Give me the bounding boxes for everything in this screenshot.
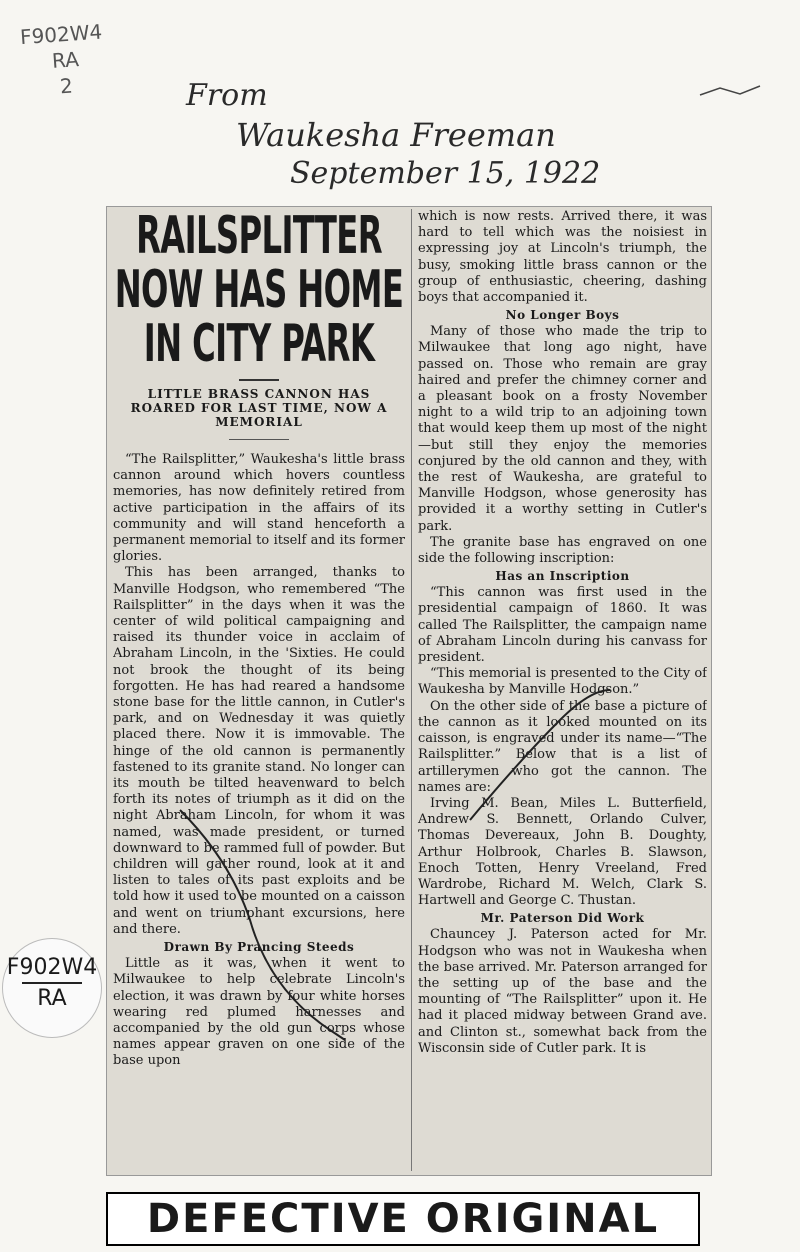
paragraph: “The Railsplitter,” Waukesha's little brass cannon around which hovers countless memories, has now definitely retired from active participation in the affairs of its community and will stand henceforth a permanent memorial to itself and its former glories. bbox=[113, 452, 405, 565]
circle-stamp-code: F902W4 bbox=[6, 955, 98, 980]
newspaper-clipping bbox=[106, 206, 712, 1176]
right-column bbox=[411, 209, 707, 1171]
paragraph: Chauncey J. Paterson acted for Mr. Hodgson who was not in Waukesha when the base arrived. Mr. Paterson arranged for the setting up of the base and the mounting of “The Railsplitter” upon it. He had it placed midway between Grand ave. and Clinton st., somewhat back from the Wisconsin side of Cutler park. It is bbox=[418, 927, 707, 1056]
circle-stamp-initials: RA bbox=[37, 986, 67, 1011]
paragraph: “This cannon was first used in the presidential campaign of 1860. It was called The Railsplitter, the campaign name of Abraham Lincoln during his canvass for president. bbox=[418, 585, 707, 666]
circle-archive-stamp bbox=[2, 938, 102, 1038]
subhead-inscription: Has an Inscription bbox=[495, 569, 630, 584]
headline-line-2: NOW HAS HOME bbox=[114, 260, 404, 320]
stamp-number: 2 bbox=[59, 73, 74, 99]
headline-rule bbox=[239, 379, 279, 381]
subhead-prancing-steeds: Drawn By Prancing Steeds bbox=[163, 940, 355, 955]
handwritten-source: Waukesha Freeman bbox=[236, 116, 556, 154]
deck: LITTLE BRASS CANNON HAS ROARED FOR LAST TIME, NOW A MEMORIAL bbox=[130, 387, 388, 429]
paragraph: This has been arranged, thanks to Manville Hodgson, who remembered “The Railsplitter” in the days when it was the center of wild political campaigning and raised its thunder voice in acclaim of Abraham Lincoln, in the 'Sixties. He could not brook the thought of its being forgotten. He has had reared a handsome stone base for the little cannon, in Cutler's park, and on Wednesday it was quietly placed there. Now it is immovable. The hinge of the old cannon is permanently fastened to its granite stand. No longer can its mouth be tilted heavenward to belch forth its notes of triumph as it did on the night Abraham Lincoln, for whom it was named, was made president, or turned downward to be rammed full of powder. But children will gather round, look at it and listen to tales of its past exploits and be told how it used to be mounted on a caisson and went on triumphant excursions, here and there. bbox=[113, 565, 405, 937]
deck-rule bbox=[229, 439, 289, 440]
subhead-no-longer-boys: No Longer Boys bbox=[505, 308, 620, 323]
left-column bbox=[113, 209, 405, 1171]
stamp-initials: RA bbox=[51, 47, 80, 73]
stamp-code: F902W4 bbox=[19, 19, 103, 50]
circle-stamp-rule bbox=[22, 982, 82, 984]
archive-stamp-top-left bbox=[20, 20, 140, 98]
headline-line-3: IN CITY PARK bbox=[143, 314, 375, 374]
paragraph: On the other side of the base a picture of the cannon as it looked mounted on its caisson, is engraved under its name—“The Railsplitter.” Below that is a list of artillerymen who got the cannon. The names are: bbox=[418, 698, 707, 795]
paragraph: Many of those who made the trip to Milwaukee that long ago night, have passed on. Those who remain are gray haired and prefer the chimney corner and a pleasant book on a frosty November night to a wild trip to an adjoining town that would keep them up most of the night—but still they enjoy the memories conjured by the old cannon and they, with the rest of Waukesha, are grateful to Manville Hodgson, whose generosity has provided it a worthy setting in Cutler's park. bbox=[418, 324, 707, 534]
handwritten-from: From bbox=[186, 78, 268, 113]
paragraph: The granite base has engraved on one side the following inscription: bbox=[418, 534, 707, 567]
subhead-paterson: Mr. Paterson Did Work bbox=[480, 911, 645, 926]
paragraph: which is now rests. Arrived there, it was hard to tell which was the noisiest in expressing joy at Lincoln's triumph, the busy, smoking little brass cannon or the group of enthusiastic, cheering, dashing boys that accompanied it. bbox=[418, 209, 707, 306]
paragraph: “This memorial is presented to the City of Waukesha by Manville Hodgson.” bbox=[418, 666, 707, 698]
headline bbox=[113, 209, 405, 374]
defective-original-banner: DEFECTIVE ORIGINAL bbox=[106, 1192, 700, 1246]
handwritten-date: September 15, 1922 bbox=[290, 156, 601, 191]
headline-line-1: RAILSPLITTER bbox=[136, 209, 382, 266]
paragraph: Little as it was, when it went to Milwaukee to help celebrate Lincoln's election, it was drawn by four white horses wearing red plumed harnesses and accompanied by the old gun corps whose names appear graven on one side of the base upon bbox=[113, 956, 405, 1069]
artillerymen-names: Irving M. Bean, Miles L. Butterfield, Andrew S. Bennett, Orlando Culver, Thomas Devereaux, John B. Doughty, Arthur Holbrook, Charles B. Slawson, Enoch Totten, Henry Vreeland, Fred Wardrobe, Richard M. Welch, Clark S. Hartwell and George C. Thustan. bbox=[418, 795, 707, 909]
